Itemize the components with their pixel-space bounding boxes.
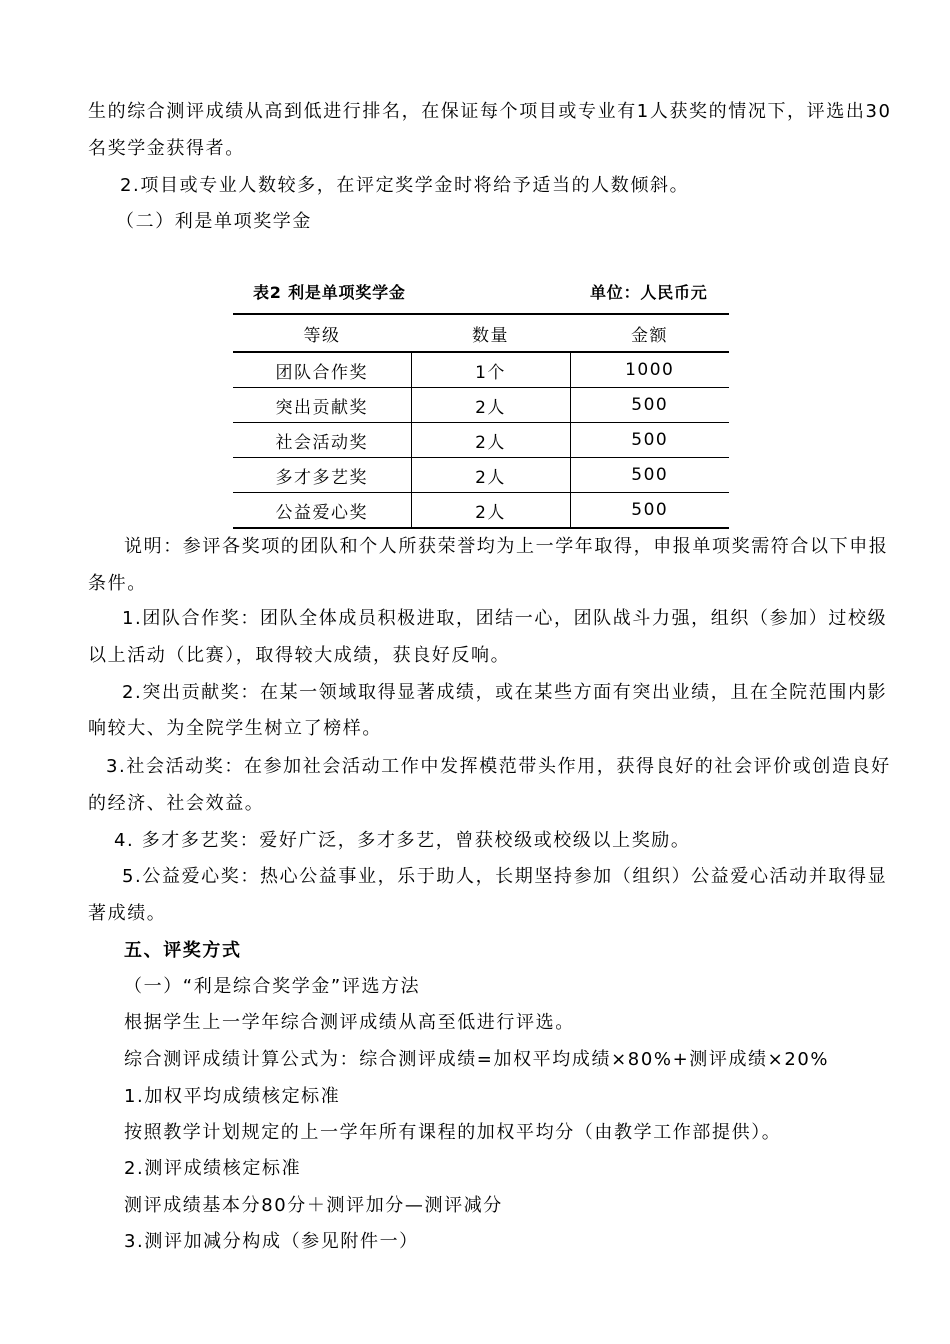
method-line1: 根据学生上一学年综合测评成绩从高至低进行评选。 [124,1012,575,1033]
cell-amount: 1000 [570,352,729,388]
assessment-standard-heading: 2.测评成绩核定标准 [124,1158,302,1179]
cell-level: 团队合作奖 [233,352,411,388]
assessment-standard-text: 测评成绩基本分80分＋测评加分—测评减分 [124,1195,503,1216]
table-caption: 表2 利是单项奖学金 [253,283,406,302]
cell-level: 多才多艺奖 [233,458,411,493]
charity-award-line2: 著成绩。 [88,903,167,924]
table-header-row [233,314,729,352]
cell-quantity: 2人 [411,423,570,458]
table-unit: 单位：人民币元 [590,283,708,302]
table-row [233,423,729,458]
contribution-award-line1: 2.突出贡献奖：在某一领域取得显著成绩，或在某些方面有突出业绩，且在全院范围内影 [122,682,888,703]
award-table [233,313,729,529]
team-award-line2: 以上活动（比赛），取得较大成绩，获良好反响。 [88,645,511,666]
cell-quantity: 2人 [411,388,570,423]
paragraph-ranking-line1: 生的综合测评成绩从高到低进行排名，在保证每个项目或专业有1人获奖的情况下，评选出30 [88,101,892,122]
social-award-line2: 的经济、社会效益。 [88,793,265,814]
header-level: 等级 [233,314,411,352]
cell-level: 社会活动奖 [233,423,411,458]
points-composition-heading: 3.测评加减分构成（参见附件一） [124,1231,419,1252]
paragraph-ranking-line2: 名奖学金获得者。 [88,138,245,159]
talent-award-line: 4. 多才多艺奖：爱好广泛，多才多艺，曾获校级或校级以上奖励。 [114,830,691,851]
cell-level: 公益爱心奖 [233,493,411,529]
weighted-standard-text: 按照教学计划规定的上一学年所有课程的加权平均分（由教学工作部提供）。 [124,1122,782,1143]
weighted-standard-heading: 1.加权平均成绩核定标准 [124,1086,341,1107]
cell-level: 突出贡献奖 [233,388,411,423]
cell-quantity: 2人 [411,458,570,493]
table-row [233,388,729,423]
contribution-award-line2: 响较大、为全院学生树立了榜样。 [88,718,382,739]
cell-quantity: 2人 [411,493,570,529]
team-award-line1: 1.团队合作奖：团队全体成员积极进取，团结一心，团队战斗力强，组织（参加）过校级 [122,608,888,629]
section-heading-single-award: （二）利是单项奖学金 [116,211,312,232]
social-award-line1: 3.社会活动奖：在参加社会活动工作中发挥模范带头作用，获得良好的社会评价或创造良好 [106,756,891,777]
cell-quantity: 1个 [411,352,570,388]
cell-amount: 500 [570,388,729,423]
header-quantity: 数量 [411,314,570,352]
table-row [233,493,729,529]
header-amount: 金额 [570,314,729,352]
note-line2: 条件。 [88,573,147,594]
charity-award-line1: 5.公益爱心奖：热心公益事业，乐于助人，长期坚持参加（组织）公益爱心活动并取得显 [122,866,888,887]
formula-line: 综合测评成绩计算公式为：综合测评成绩=加权平均成绩×80%+测评成绩×20% [124,1049,830,1070]
section-heading-evaluation: 五、评奖方式 [124,940,242,961]
cell-amount: 500 [570,423,729,458]
note-line1: 说明：参评各奖项的团队和个人所获荣誉均为上一学年取得，申报单项奖需符合以下申报 [124,536,889,557]
subheading-comprehensive-method: （一）“利是综合奖学金”评选方法 [124,976,421,997]
table-row [233,352,729,388]
cell-amount: 500 [570,493,729,529]
table-row [233,458,729,493]
cell-amount: 500 [570,458,729,493]
paragraph-item2: 2.项目或专业人数较多，在评定奖学金时将给予适当的人数倾斜。 [120,175,690,196]
